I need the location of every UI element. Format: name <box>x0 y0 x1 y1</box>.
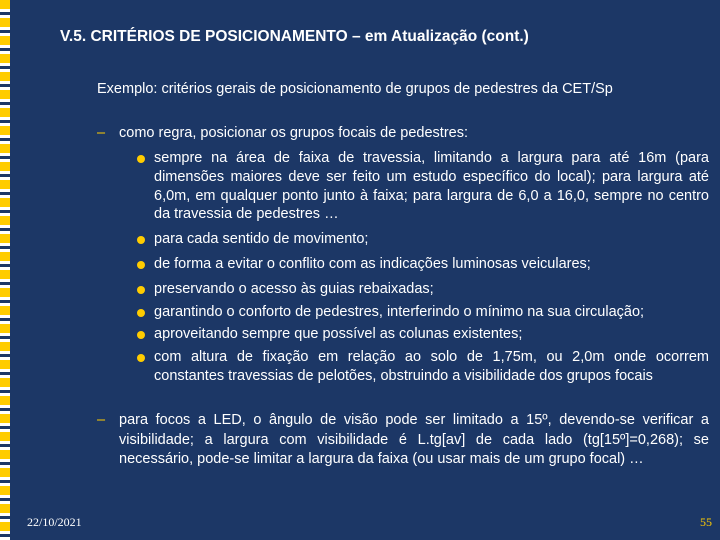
dash-item-2 <box>97 411 709 470</box>
bullet-text: para cada sentido de movimento; <box>154 231 369 248</box>
bullet-item <box>134 255 709 275</box>
dash-item-1 <box>97 124 709 142</box>
bullet-item <box>134 280 709 300</box>
bullet-group-1 <box>134 149 709 274</box>
bullet-text: sempre na área de faixa de travessia, limitando a largura para até 16m (para dimensões maiores deve ser feito um estudo específico do local); para largura até 6,0m, em qualquer ponto junto à faixa; para largura de 6,0 a 16,0, sempre no centro da travessia de pedestres … <box>154 150 709 223</box>
bullet-dot-icon <box>137 261 145 269</box>
bullet-group-2 <box>134 280 709 386</box>
decorative-stripe <box>0 0 14 540</box>
bullet-dot-icon <box>137 331 145 339</box>
dash-marker: – <box>97 125 106 141</box>
bullet-dot-icon <box>137 309 145 317</box>
dash-item-text: como regra, posicionar os grupos focais de pedestres: <box>119 125 468 141</box>
slide-title: V.5. CRITÉRIOS DE POSICIONAMENTO – em Atualização (cont.) <box>60 28 529 45</box>
bullet-item <box>134 230 709 250</box>
bullet-text: de forma a evitar o conflito com as indicações luminosas veiculares; <box>154 255 591 272</box>
footer-date: 22/10/2021 <box>27 515 82 529</box>
bullet-item <box>134 348 709 386</box>
dash-item-text: para focos a LED, o ângulo de visão pode ser limitado a 15º, devendo-se verificar a visibilidade; a largura com visibilidade é L.tg[av] de cada lado (tg[15º]=0,268); se necessário, pode-se limitar a largura da faixa (ou usar mais de um grupo focal) … <box>119 412 709 467</box>
dash-marker: – <box>97 412 106 428</box>
bullet-item <box>134 325 709 345</box>
bullet-dot-icon <box>137 236 145 244</box>
bullet-text: garantindo o conforto de pedestres, interferindo o mínimo na sua circulação; <box>154 303 645 320</box>
bullet-text: aproveitando sempre que possível as colunas existentes; <box>154 326 523 342</box>
bullet-dot-icon <box>137 354 145 362</box>
bullet-text: preservando o acesso às guias rebaixadas; <box>154 281 434 297</box>
page-number: 55 <box>700 515 712 529</box>
intro-text: Exemplo: critérios gerais de posicionamento de grupos de pedestres da CET/Sp <box>97 81 613 97</box>
bullet-dot-icon <box>137 155 145 163</box>
bullet-item <box>134 149 709 224</box>
bullet-dot-icon <box>137 286 145 294</box>
bullet-text: com altura de fixação em relação ao solo de 1,75m, ou 2,0m onde ocorrem constantes travessias de pelotões, obstruindo a visibilidade dos grupos focais <box>154 348 709 384</box>
bullet-item <box>134 303 709 323</box>
